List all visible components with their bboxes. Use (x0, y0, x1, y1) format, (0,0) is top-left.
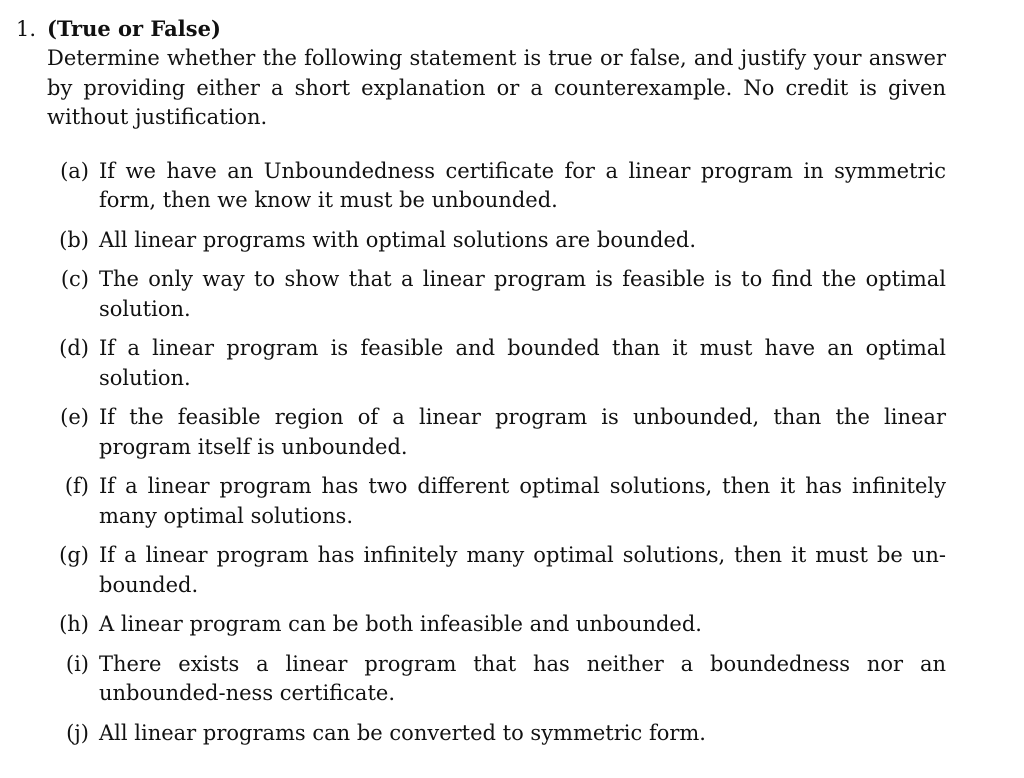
problem-heading (16, 14, 946, 44)
part-a (16, 157, 946, 216)
part-c (16, 265, 946, 324)
part-label: (j) (66, 720, 89, 745)
problem-1 (16, 14, 946, 758)
part-list (16, 157, 946, 749)
problem-instructions: Determine whether the following statement is true or false, and justify your answer by providing either a short explanation or a counterexample. No credit is given without justification. (47, 46, 946, 129)
part-label: (h) (59, 612, 89, 636)
part-text: All linear programs with optimal solutions are bounded. (99, 227, 697, 252)
part-text: All linear programs can be converted to symmetric form. (99, 720, 706, 745)
part-e (16, 403, 946, 462)
part-text: If the feasible region of a linear program is unbounded, than the linear program itself is unbounded. (99, 405, 946, 459)
problem-number: 1. (16, 17, 37, 41)
part-text: If a linear program has two different optimal solutions, then it has infinitely many optimal solutions. (99, 474, 946, 528)
part-d (16, 334, 946, 393)
part-j (16, 719, 946, 749)
part-b (16, 226, 946, 256)
problem-title: (True or False) (47, 16, 221, 41)
part-label: (c) (60, 267, 89, 291)
part-text: The only way to show that a linear program is feasible is to find the optimal solution. (99, 267, 946, 321)
part-text: If we have an Unboundedness certificate for a linear program in symmetric form, then we know it must be unbounded. (99, 158, 946, 212)
part-h (16, 610, 946, 640)
part-label: (e) (60, 405, 89, 429)
part-text: If a linear program is feasible and bounded than it must have an optimal solution. (99, 336, 946, 390)
part-text: A linear program can be both infeasible and unbounded. (99, 612, 702, 636)
part-label: (g) (59, 543, 89, 567)
part-f (16, 472, 946, 531)
part-text: If a linear program has infinitely many optimal solutions, then it must be un-bounded. (99, 543, 946, 597)
part-i (16, 650, 946, 709)
part-label: (f) (64, 474, 89, 498)
part-label: (d) (59, 336, 89, 360)
part-label: (i) (65, 651, 89, 676)
part-text: There exists a linear program that has neither a boundedness nor an unbounded-ness certificate. (99, 651, 946, 705)
part-label: (a) (60, 158, 89, 183)
part-label: (b) (59, 227, 89, 252)
part-g (16, 541, 946, 600)
